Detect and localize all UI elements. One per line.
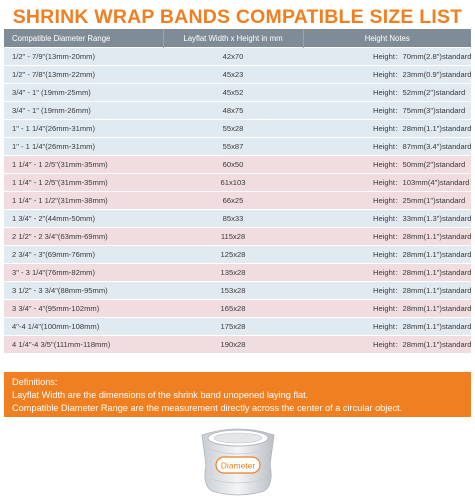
- cell-diameter-range: 2 3/4" - 3"(69mm-76mm): [4, 246, 163, 264]
- cell-height-notes: Height：28mm(1.1")standard: [303, 336, 471, 354]
- cell-layflat-size: 175x28: [163, 318, 303, 336]
- table-header-row: [4, 29, 471, 48]
- cell-layflat-size: 125x28: [163, 246, 303, 264]
- table-row: [4, 282, 471, 300]
- definition-layflat: Layflat Width are the dimensions of the shrink band unopened laying flat.: [12, 390, 309, 400]
- table-row: [4, 156, 471, 174]
- cell-height-notes: Height：23mm(0.9")standard: [303, 66, 471, 84]
- cell-diameter-range: 1/2" - 7/9"(13mm-20mm): [4, 48, 163, 66]
- cell-layflat-size: 55x28: [163, 120, 303, 138]
- table-row: [4, 336, 471, 354]
- table-row: [4, 228, 471, 246]
- cell-layflat-size: 115x28: [163, 228, 303, 246]
- cell-diameter-range: 1 1/4" - 1 2/5"(31mm-35mm): [4, 174, 163, 192]
- cell-diameter-range: 1" - 1 1/4"(26mm-31mm): [4, 120, 163, 138]
- cell-height-notes: Height：28mm(1.1")standard: [303, 228, 471, 246]
- cell-layflat-size: 66x25: [163, 192, 303, 210]
- cell-layflat-size: 45x23: [163, 66, 303, 84]
- cell-layflat-size: 153x28: [163, 282, 303, 300]
- cell-layflat-size: 190x28: [163, 336, 303, 354]
- cell-layflat-size: 42x70: [163, 48, 303, 66]
- cell-height-notes: Height：28mm(1.1")standard: [303, 282, 471, 300]
- cell-diameter-range: 1 1/4" - 1 2/5"(31mm-35mm): [4, 156, 163, 174]
- cell-diameter-range: 3 3/4" - 4"(95mm-102mm): [4, 300, 163, 318]
- definitions-box: [4, 372, 471, 417]
- column-header-height-notes: Height Notes: [303, 29, 471, 48]
- table-body: [4, 48, 471, 354]
- cell-height-notes: Height：28mm(1.1")standard: [303, 318, 471, 336]
- cell-height-notes: Height：70mm(2.8")standard: [303, 48, 471, 66]
- table-row: [4, 48, 471, 66]
- cell-height-notes: Height：28mm(1.1")standard: [303, 264, 471, 282]
- cell-diameter-range: 1 1/4" - 1 1/2"(31mm-38mm): [4, 192, 163, 210]
- table-row: [4, 102, 471, 120]
- diameter-label: Diameter: [220, 460, 256, 471]
- cell-layflat-size: 165x28: [163, 300, 303, 318]
- cell-layflat-size: 45x52: [163, 84, 303, 102]
- cell-layflat-size: 48x75: [163, 102, 303, 120]
- definitions-heading: Definitions:: [12, 377, 58, 387]
- cell-diameter-range: 1/2" - 7/8"(13mm-22mm): [4, 66, 163, 84]
- table-row: [4, 120, 471, 138]
- cell-diameter-range: 3/4" - 1" (19mm-26mm): [4, 102, 163, 120]
- table-row: [4, 174, 471, 192]
- table-row: [4, 84, 471, 102]
- cell-height-notes: Height：103mm(4")standard: [303, 174, 471, 192]
- shrink-band-diagram-icon: [198, 425, 278, 497]
- page-title: SHRINK WRAP BANDS COMPATIBLE SIZE LIST: [12, 6, 463, 28]
- cell-layflat-size: 60x50: [163, 156, 303, 174]
- cell-diameter-range: 4 1/4"-4 3/5"(111mm-118mm): [4, 336, 163, 354]
- cell-layflat-size: 55x87: [163, 138, 303, 156]
- column-header-layflat: Layflat Width x Height in mm: [163, 29, 303, 48]
- band-illustration: [198, 425, 278, 497]
- cell-height-notes: Height：33mm(1.3")standard: [303, 210, 471, 228]
- table-row: [4, 138, 471, 156]
- cell-height-notes: Height：50mm(2")standard: [303, 156, 471, 174]
- cell-diameter-range: 1 3/4" - 2"(44mm-50mm): [4, 210, 163, 228]
- size-table: [4, 29, 471, 353]
- column-header-diameter-range: Compatible Diameter Range: [4, 29, 163, 48]
- table-row: [4, 300, 471, 318]
- cell-diameter-range: 3 1/2" - 3 3/4"(88mm-95mm): [4, 282, 163, 300]
- definition-diameter: Compatible Diameter Range are the measurement directly across the center of a circular object.: [12, 403, 403, 413]
- table-row: [4, 318, 471, 336]
- cell-diameter-range: 3/4" - 1" (19mm-25mm): [4, 84, 163, 102]
- table-row: [4, 264, 471, 282]
- table-row: [4, 210, 471, 228]
- table-row: [4, 66, 471, 84]
- cell-height-notes: Height：87mm(3.4")standard: [303, 138, 471, 156]
- cell-height-notes: Height：28mm(1.1")standard: [303, 120, 471, 138]
- cell-diameter-range: 4"-4 1/4"(100mm-108mm): [4, 318, 163, 336]
- cell-height-notes: Height：28mm(1.1")standard: [303, 246, 471, 264]
- cell-layflat-size: 61x103: [163, 174, 303, 192]
- cell-height-notes: Height：52mm(2")standard: [303, 84, 471, 102]
- cell-layflat-size: 135x28: [163, 264, 303, 282]
- table-row: [4, 192, 471, 210]
- cell-diameter-range: 2 1/2" - 2 3/4"(63mm-69mm): [4, 228, 163, 246]
- table-row: [4, 246, 471, 264]
- cell-height-notes: Height：25mm(1")standard: [303, 192, 471, 210]
- cell-layflat-size: 85x33: [163, 210, 303, 228]
- cell-diameter-range: 1" - 1 1/4"(26mm-31mm): [4, 138, 163, 156]
- cell-height-notes: Height：75mm(3")standard: [303, 102, 471, 120]
- cell-diameter-range: 3" - 3 1/4"(76mm-82mm): [4, 264, 163, 282]
- cell-height-notes: Height：28mm(1.1")standard: [303, 300, 471, 318]
